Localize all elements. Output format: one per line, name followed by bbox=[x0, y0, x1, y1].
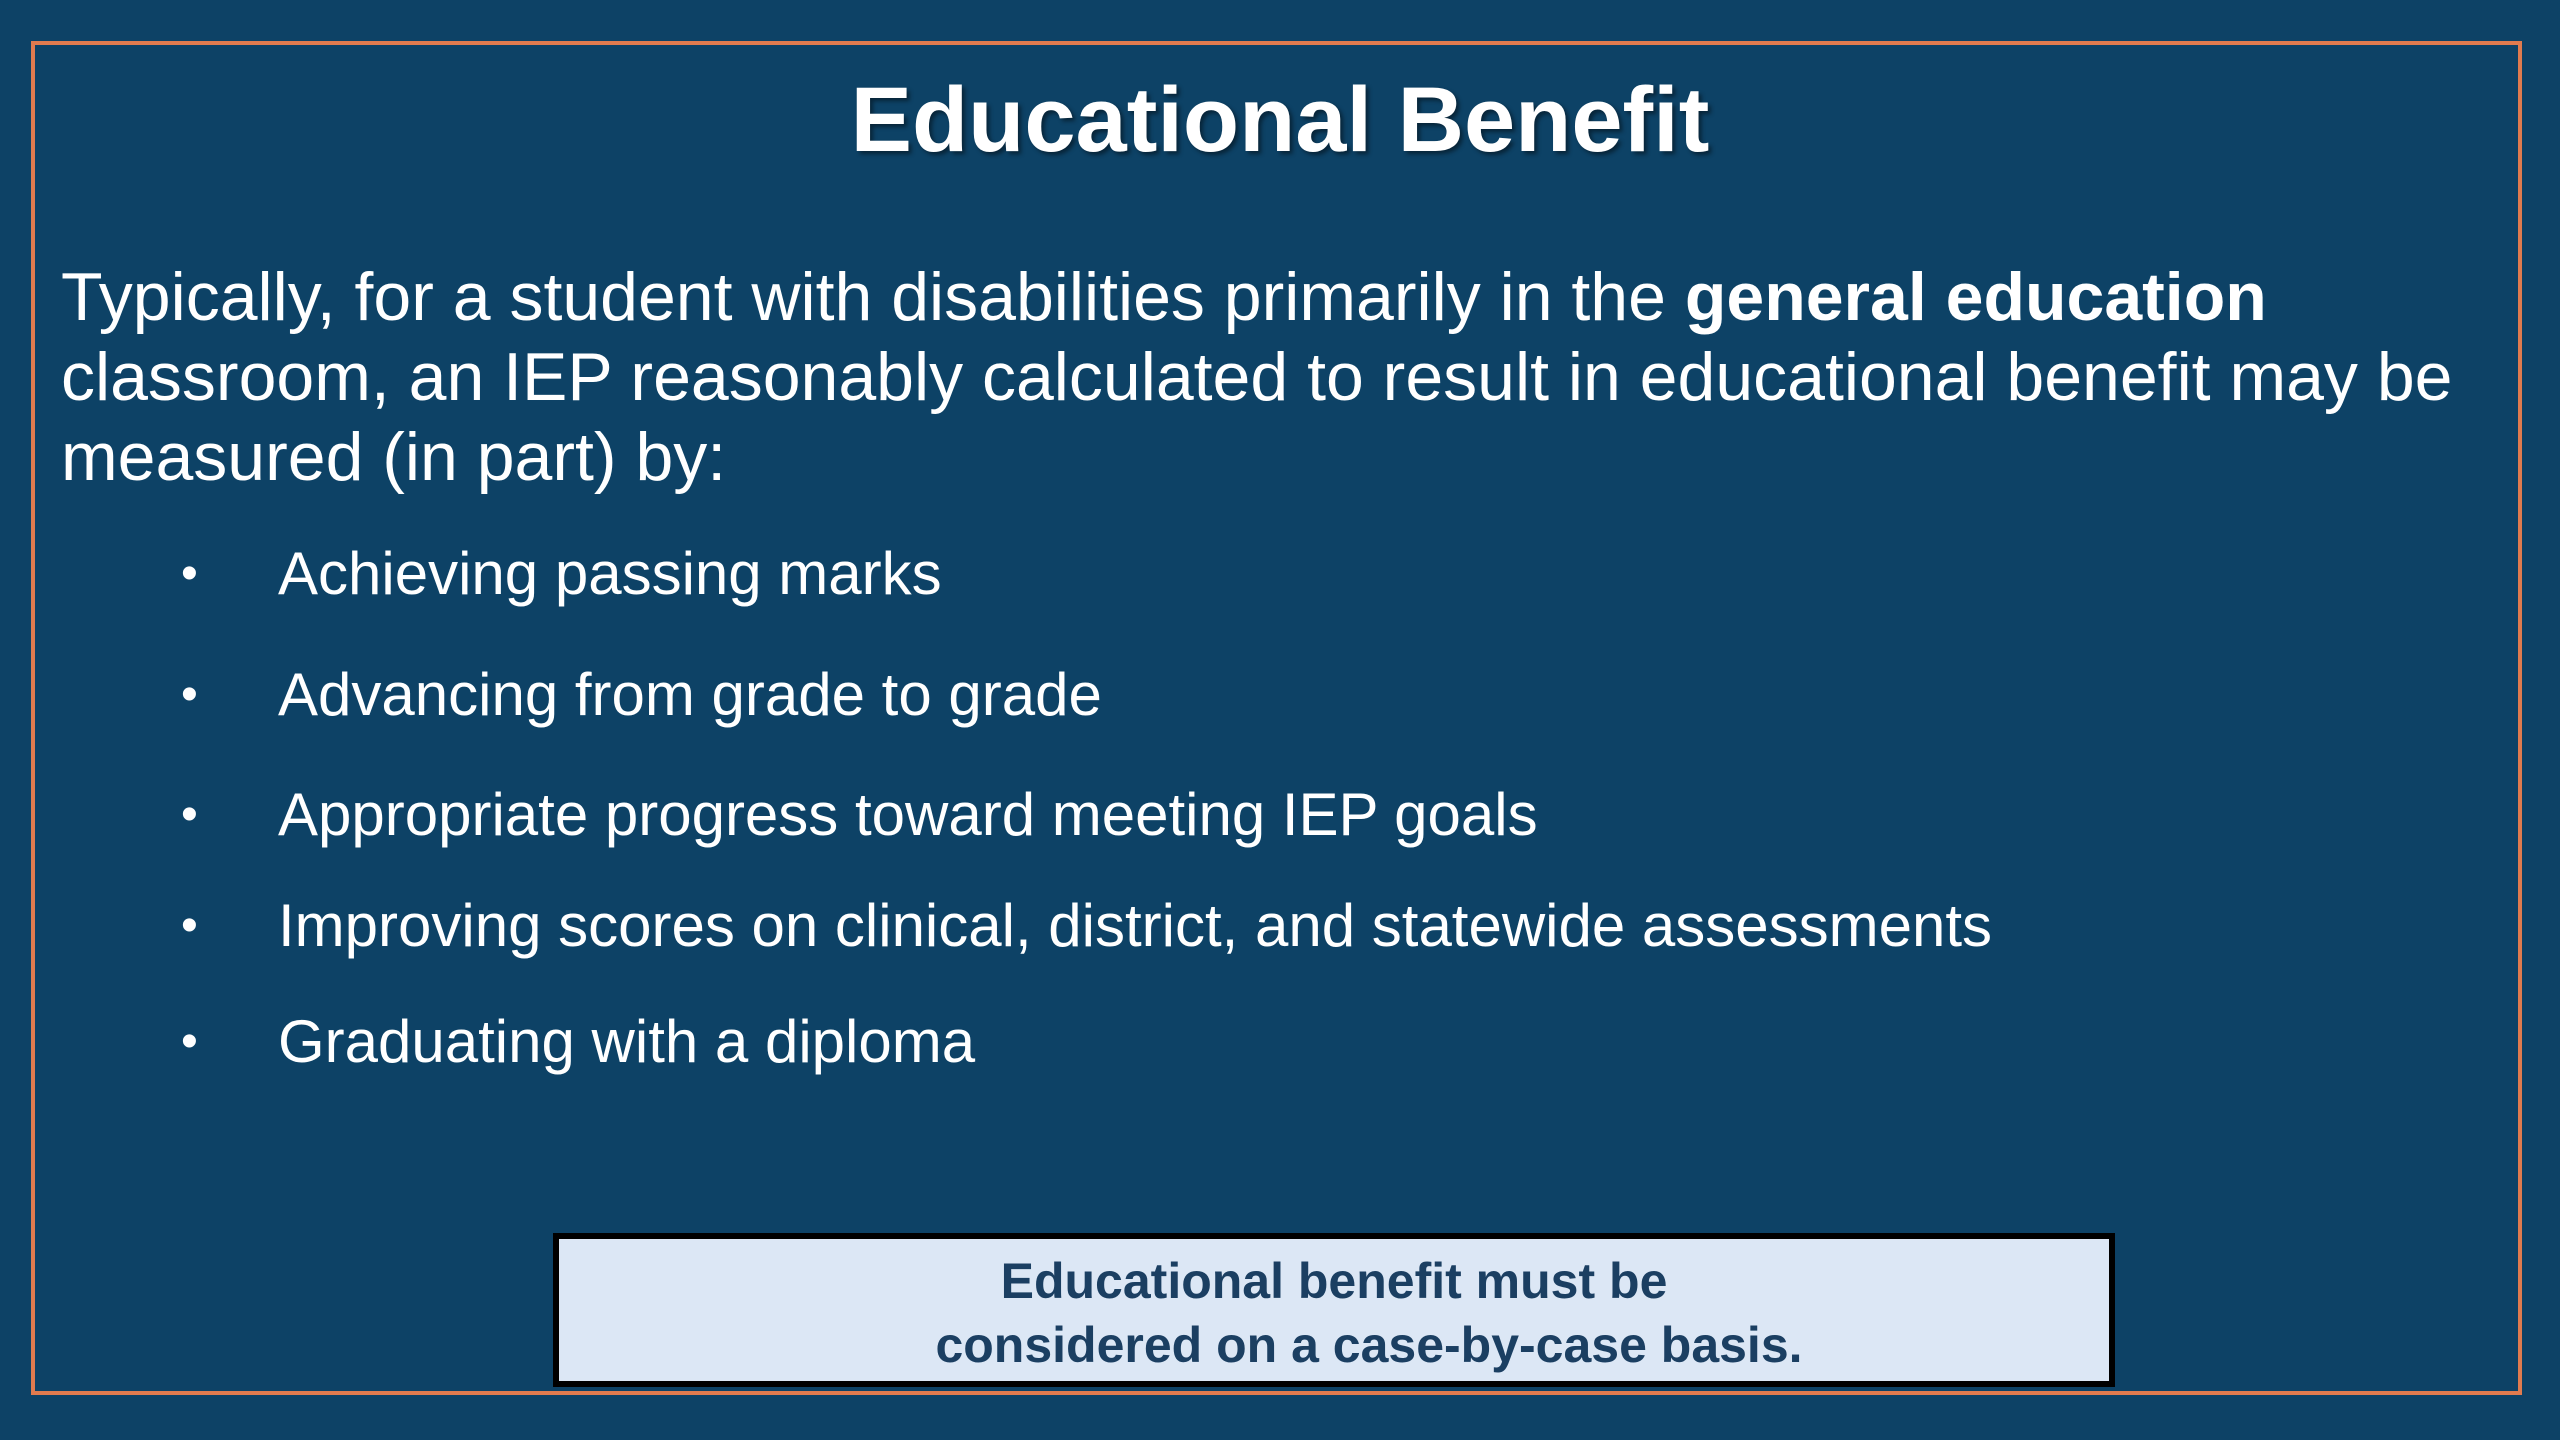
callout-line-2: considered on a case-by-case basis. bbox=[935, 1317, 1803, 1373]
bullet-item bbox=[0, 1002, 2400, 1082]
callout-box bbox=[553, 1233, 2115, 1387]
bullet-dot: • bbox=[181, 547, 198, 600]
bullet-text: Achieving passing marks bbox=[278, 540, 942, 607]
bullet-item bbox=[0, 655, 2400, 735]
intro-emphasis: general education bbox=[1684, 259, 2267, 335]
bullet-item bbox=[0, 534, 2400, 614]
intro-text-start: Typically, for a student with disabilities primarily in the bbox=[61, 259, 1685, 335]
callout-line-1: Educational benefit must be bbox=[1000, 1253, 1668, 1309]
bullet-text: Advancing from grade to grade bbox=[278, 661, 1102, 728]
bullet-dot: • bbox=[181, 1015, 198, 1068]
bullet-dot: • bbox=[181, 668, 198, 721]
bullet-item bbox=[0, 886, 2400, 966]
bullet-text: Improving scores on clinical, district, and statewide assessments bbox=[278, 892, 1993, 959]
bullet-dot: • bbox=[181, 788, 198, 841]
intro-paragraph bbox=[61, 257, 2501, 497]
slide-title: Educational Benefit bbox=[850, 69, 1710, 171]
bullet-text: Graduating with a diploma bbox=[278, 1008, 976, 1075]
bullet-text: Appropriate progress toward meeting IEP goals bbox=[278, 781, 1538, 848]
bullet-item bbox=[0, 775, 2400, 855]
bullet-dot: • bbox=[181, 899, 198, 952]
intro-text-end: classroom, an IEP reasonably calculated to result in educational benefit may be measured (in part) by: bbox=[61, 339, 2453, 495]
